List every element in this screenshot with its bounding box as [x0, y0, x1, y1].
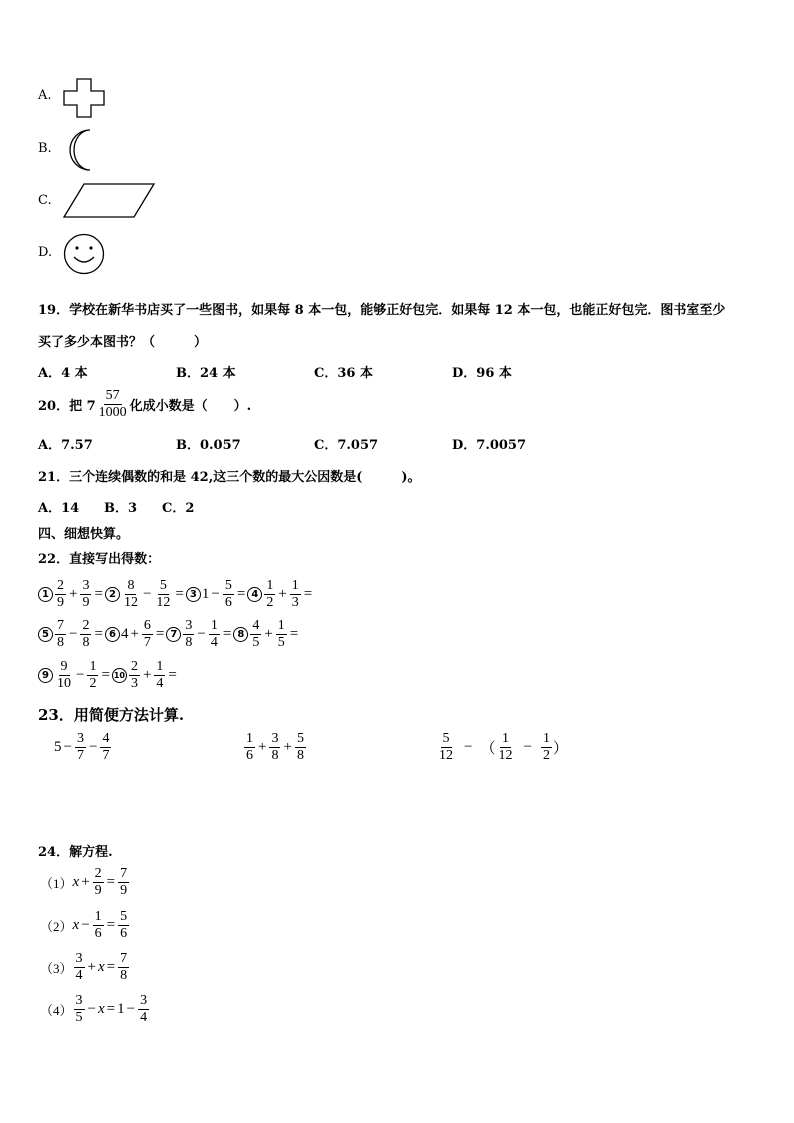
option-a-label: A. — [38, 88, 52, 103]
fraction-num: 2 — [82, 618, 90, 633]
item-mark-4: 4 — [247, 587, 262, 602]
variable-x: x — [97, 1001, 105, 1017]
q19-option-d: D．96 本 — [452, 366, 512, 381]
minus-sign: − — [142, 586, 152, 602]
fraction-num: 1 — [542, 731, 550, 746]
q23-expr-2 — [243, 731, 307, 764]
fraction-den: 10 — [57, 676, 71, 691]
q20-prefix: 20．把 7 — [38, 399, 96, 414]
fraction-den: 12 — [156, 595, 171, 610]
variable-x: x — [72, 917, 80, 933]
plus-sign: + — [264, 626, 273, 642]
smiley-face-icon — [63, 233, 105, 275]
item-mark-1: 1 — [38, 587, 53, 602]
equals-sign: = — [106, 959, 116, 975]
equals-sign: = — [94, 586, 103, 602]
fraction-num: 1 — [246, 731, 253, 746]
q22-row-1 — [38, 578, 314, 611]
fraction-den: 2 — [266, 595, 274, 610]
fraction-den: 8 — [120, 968, 128, 983]
variable-x: x — [72, 874, 80, 890]
q23-expr-1 — [54, 731, 112, 764]
fraction-num: 5 — [296, 731, 304, 746]
fraction-den: 7 — [102, 748, 110, 763]
option-b-label: B. — [38, 141, 52, 156]
fraction-num: 1 — [501, 731, 509, 746]
minus-sign: − — [523, 739, 532, 755]
fraction-den: 4 — [210, 635, 218, 650]
cross-shape-icon — [63, 78, 105, 118]
q24-equation-1 — [40, 866, 130, 899]
minus-sign: − — [211, 586, 220, 602]
fraction-den: 2 — [542, 748, 550, 763]
q22-row-3 — [38, 659, 179, 692]
fraction-num: 3 — [140, 993, 148, 1008]
right-paren: ） — [552, 741, 568, 757]
equals-sign: = — [155, 626, 165, 642]
item-mark-5: 5 — [38, 627, 53, 642]
q20-option-d: D．7.0057 — [452, 438, 527, 453]
question-20 — [38, 388, 251, 421]
fraction-num: 1 — [156, 659, 164, 674]
minus-sign: − — [63, 739, 72, 755]
plus-sign: + — [130, 626, 139, 642]
fraction-num: 1 — [94, 909, 102, 924]
option-d-label: D. — [38, 245, 53, 260]
q20-option-c: C．7.057 — [314, 438, 379, 453]
equals-sign: = — [101, 667, 110, 683]
plus-sign: + — [258, 739, 267, 755]
fraction-num: 5 — [224, 578, 232, 593]
fraction-den: 5 — [75, 1010, 83, 1025]
fraction-den: 8 — [271, 748, 279, 763]
fraction-num: 1 — [291, 578, 299, 593]
minus-sign: − — [76, 667, 85, 683]
fraction-num: 1 — [210, 618, 218, 633]
fraction-num: 1 — [266, 578, 274, 593]
equals-sign: = — [303, 586, 313, 602]
parallelogram-icon — [62, 183, 156, 219]
fraction-num: 3 — [82, 578, 90, 593]
plus-sign: + — [87, 959, 96, 975]
minus-sign: − — [126, 1001, 136, 1017]
whole-number: 1 — [201, 586, 210, 602]
equation-label: （2） — [40, 919, 73, 934]
fraction-den: 8 — [296, 748, 304, 763]
equals-sign: = — [94, 626, 103, 642]
left-paren: （ — [480, 741, 496, 757]
fraction-num: 4 — [102, 731, 110, 746]
equals-sign: = — [106, 874, 116, 890]
fraction-num: 5 — [159, 578, 167, 593]
fraction-num: 7 — [120, 866, 128, 881]
minus-sign: − — [88, 739, 98, 755]
question-24-title: 24．解方程. — [38, 845, 113, 860]
item-mark-9: 9 — [38, 668, 53, 683]
fraction-num: 1 — [89, 659, 97, 674]
question-19-line1: 19．学校在新华书店买了一些图书，如果每 8 本一包，能够正好包完．如果每 12 本一包，也能正好包完．图书室至少 — [38, 303, 726, 318]
fraction-num: 3 — [75, 951, 83, 966]
fraction-den: 12 — [439, 748, 453, 763]
option-c-label: C. — [38, 193, 52, 208]
item-mark-2: 2 — [105, 587, 120, 602]
q19-option-c: C．36 本 — [314, 366, 373, 381]
minus-sign: − — [81, 917, 90, 933]
minus-sign: − — [197, 626, 206, 642]
fraction-num: 5 — [120, 909, 128, 924]
fraction-den: 4 — [156, 676, 164, 691]
fraction-den: 4 — [140, 1010, 148, 1025]
fraction-num: 3 — [76, 731, 84, 746]
fraction-den: 2 — [89, 676, 97, 691]
fraction-num: 2 — [94, 866, 102, 881]
fraction-num: 7 — [120, 951, 128, 966]
q19-option-b: B．24 本 — [176, 366, 236, 381]
fraction-den: 9 — [120, 883, 128, 898]
equals-sign: = — [222, 626, 232, 642]
question-19-line2: 买了多少本图书？（ ） — [38, 335, 208, 350]
crescent-moon-icon — [62, 128, 96, 172]
q20-option-b: B．0.057 — [176, 438, 241, 453]
equals-sign: = — [106, 917, 116, 933]
fraction-den: 9 — [82, 595, 90, 610]
fraction-den: 4 — [75, 968, 83, 983]
fraction-num: 3 — [271, 731, 279, 746]
equals-sign: = — [106, 1001, 116, 1017]
whole-number: 1 — [117, 1001, 125, 1017]
fraction-num: 2 — [57, 578, 64, 593]
question-23-title: 23．用简便方法计算. — [38, 706, 185, 724]
item-mark-6: 6 — [105, 627, 120, 642]
fraction-den: 9 — [57, 595, 64, 610]
equals-sign: = — [236, 586, 246, 602]
item-mark-10: 10 — [112, 668, 127, 683]
item-mark-8: 8 — [233, 627, 248, 642]
equals-sign: = — [168, 667, 177, 683]
q20-num: 57 — [105, 388, 120, 403]
q24-equation-4 — [40, 993, 150, 1026]
item-mark-3: 3 — [186, 587, 201, 602]
question-21: 21．三个连续偶数的和是 42,这三个数的最大公因数是( )。 — [38, 470, 421, 485]
q24-equation-3 — [40, 951, 130, 984]
minus-sign: − — [464, 739, 473, 755]
fraction-den: 6 — [120, 926, 128, 941]
q20-option-a: A．7.57 — [38, 438, 93, 453]
q19-option-a: A．4 本 — [38, 366, 88, 381]
equation-label: （4） — [40, 1003, 73, 1018]
plus-sign: + — [142, 667, 152, 683]
item-mark-7: 7 — [166, 627, 181, 642]
fraction-den: 8 — [57, 635, 64, 650]
plus-sign: + — [69, 586, 78, 602]
fraction-den: 12 — [123, 595, 138, 610]
q23-expr-3 — [436, 731, 568, 764]
question-22-title: 22．直接写出得数： — [38, 552, 161, 567]
plus-sign: + — [283, 739, 292, 755]
fraction-num: 2 — [130, 659, 138, 674]
fraction-den: 5 — [277, 635, 285, 650]
variable-x: x — [97, 959, 105, 975]
fraction-num: 8 — [127, 578, 135, 593]
fraction-den: 6 — [224, 595, 232, 610]
fraction-num: 5 — [442, 731, 450, 746]
equation-label: （3） — [40, 961, 73, 976]
fraction-den: 8 — [185, 635, 193, 650]
whole-number: 4 — [120, 626, 129, 642]
fraction-den: 5 — [252, 635, 260, 650]
fraction-den: 6 — [94, 926, 102, 941]
fraction-num: 7 — [57, 618, 64, 633]
fraction-den: 3 — [130, 676, 138, 691]
fraction-den: 7 — [76, 748, 84, 763]
q21-option-b: B．3 — [104, 501, 138, 516]
q20-suffix: 化成小数是（ ）. — [129, 399, 252, 414]
plus-sign: + — [278, 586, 287, 602]
fraction-den: 7 — [143, 635, 151, 650]
fraction-num: 4 — [252, 618, 260, 633]
equation-label: （1） — [40, 876, 73, 891]
fraction-den: 12 — [498, 748, 513, 763]
fraction-num: 6 — [143, 618, 151, 633]
fraction-num: 3 — [75, 993, 83, 1008]
q20-fraction — [97, 388, 129, 421]
minus-sign: − — [69, 626, 78, 642]
q21-option-c: C．2 — [162, 501, 195, 516]
q20-den: 1000 — [98, 405, 127, 420]
whole-number: 5 — [54, 739, 62, 755]
section-4-title: 四、细想快算。 — [38, 527, 130, 542]
fraction-num: 1 — [277, 618, 285, 633]
q24-equation-2 — [40, 909, 130, 942]
q21-option-a: A．14 — [38, 501, 80, 516]
equals-sign: = — [289, 626, 299, 642]
fraction-den: 6 — [246, 748, 253, 763]
fraction-num: 9 — [60, 659, 68, 674]
minus-sign: − — [87, 1001, 96, 1017]
fraction-den: 3 — [291, 595, 299, 610]
equals-sign: = — [175, 586, 184, 602]
q22-row-2 — [38, 618, 300, 651]
fraction-num: 3 — [185, 618, 193, 633]
fraction-den: 9 — [94, 883, 102, 898]
plus-sign: + — [81, 874, 90, 890]
fraction-den: 8 — [82, 635, 90, 650]
